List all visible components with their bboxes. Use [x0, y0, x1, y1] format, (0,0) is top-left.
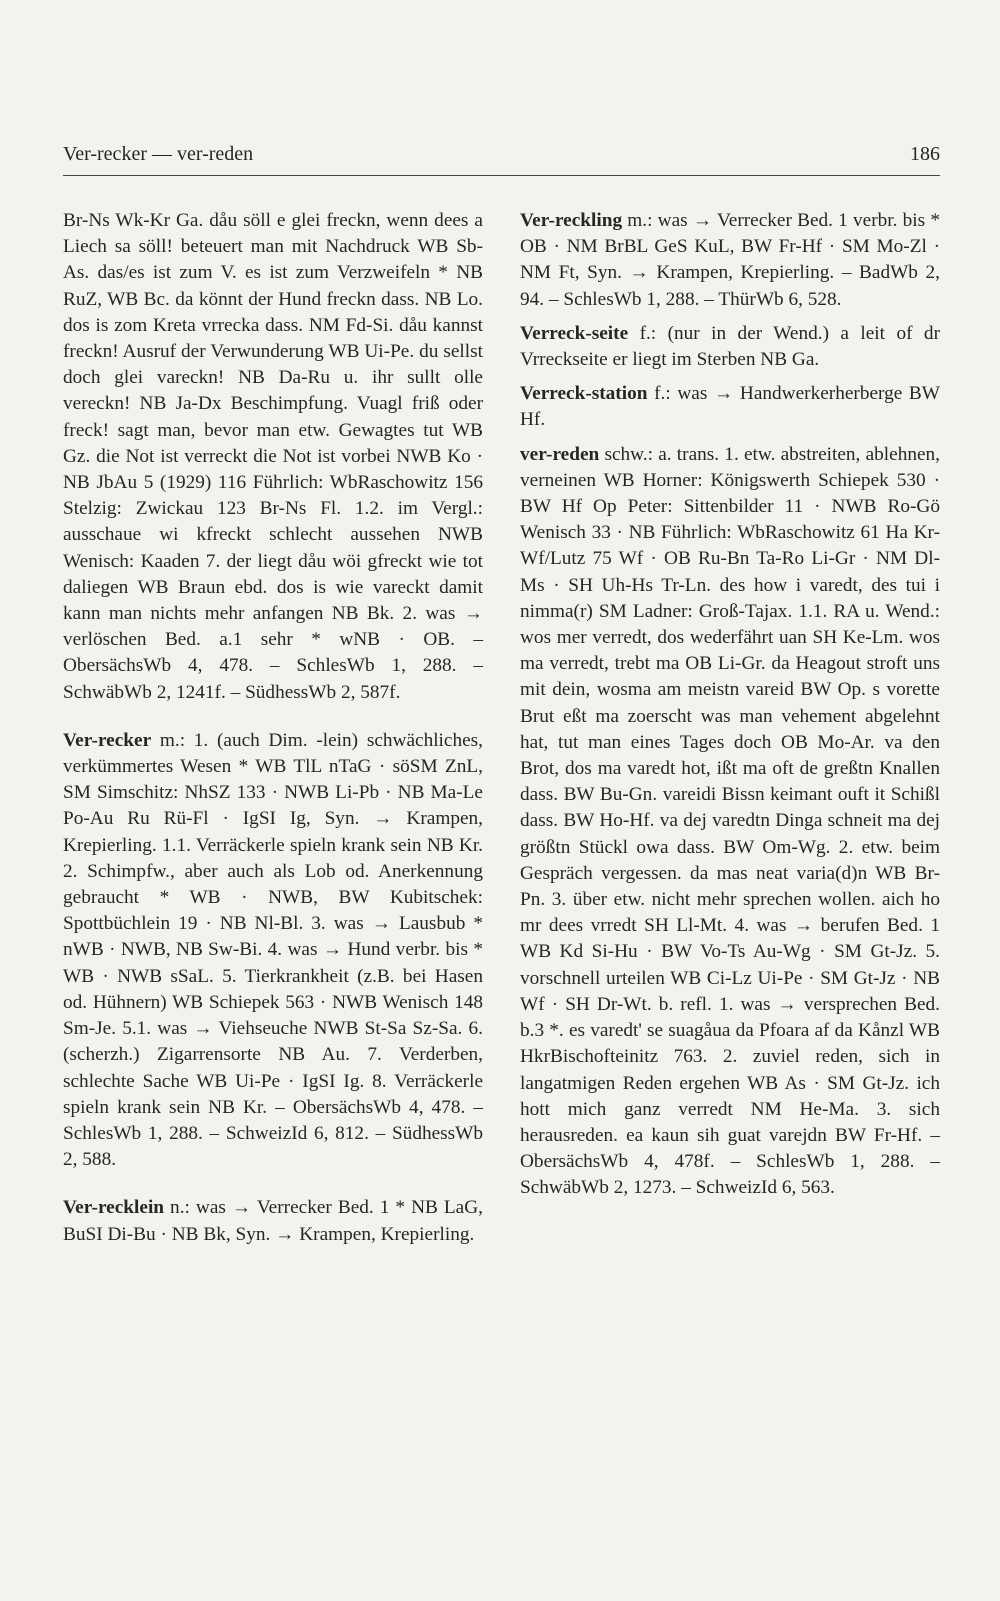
- page-number: 186: [910, 143, 940, 165]
- dictionary-entry-ver-reden: [520, 442, 940, 1202]
- entry-text: schw.: a. trans. 1. etw. abstreiten, ablehnen, verneinen WB Horner: Königswerth Schiepek 530 · BW Hf Op Peter: Sittenbilder 11 · NWB Ro-Gö Wenisch 33 · NB Führlich: WbRaschowitz 61 Ha Kr-Wf/Lutz 75 Wf · OB Ru-Bn Ta-Ro Li-Gr · NM Dl-Ms · SH Uh-Hs Tr-Ln. des how i varedt, des tui i nimma(r) SM Ladner: Groß-Tajax. 1.1. RA u. Wend.: wos mer verredt, dos wederfährt uan SH Ke-Lm. wos ma verredt, trebt ma OB Li-Gr. da Heagout stroft uns mit dein, wosma am meistn vareid BW Op. s vorette Brut eßt ma zoerscht was man vehement abgelehnt hat, tut man eines Tages doch OB Mo-Ar. va den Brot, dos ma varedt hot, ißt ma oft de greßtn Knallen dass. BW Bu-Gn. vareidi Bissn keimant ouft it Schißl dass. BW Ho-Hf. va dej varedtn Dinga schneit ma dej größtn Stückl owa dass. BW Om-Wg. 2. etw. beim Gespräch vergessen. da mas neat varia(d)n WB Br-Pn. 3. über etw. nicht mehr sprechen wollen. aich ho mr dees vrredt SH Ll-Mt. 4. was → berufen Bed. 1 WB Kd Si-Hu · BW Vo-Ts Au-Wg · SM Gt-Jz. 5. vorschnell urteilen WB Ci-Lz Ui-Pe · SM Gt-Jz · NB Wf · SH Dr-Wt. b. refl. 1. was → versprechen Bed. b.3 *. es varedt' se suagåua da Pfoara af da Kånzl WB HkrBischofteinitz 763. 2. zuviel reden, sich in langatmigen Reden ergehen WB As · SM Gt-Jz. ich hott mich ganz verredt NM He-Ma. 3. sich herausreden. ea kaun sih guat varejdn BW Fr-Hf. – ObersächsWb 4, 478f. – SchlesWb 1, 288. – SchwäbWb 2, 1273. – SchweizId 6, 563.: [520, 443, 940, 1199]
- entry-lemma: Verreck-seite: [520, 322, 629, 344]
- right-column: [520, 208, 940, 1202]
- dictionary-entry-verreck-seite: [520, 321, 940, 373]
- dictionary-entry-ver-recklein: [63, 1195, 483, 1247]
- running-header: [63, 141, 940, 176]
- entry-lemma: Verreck-station: [520, 383, 648, 405]
- entry-lemma: Ver-recklein: [63, 1197, 165, 1219]
- dictionary-entry-ver-recker: [63, 728, 483, 1173]
- running-head-title: Ver-recker — ver-reden: [63, 143, 254, 165]
- entry-lemma: Ver-recker: [63, 729, 152, 751]
- dictionary-entry-continuation: [63, 208, 483, 706]
- entry-text: m.: was → Verrecker Bed. 1 verbr. bis * OB · NM BrBL GeS KuL, BW Fr-Hf · SM Mo-Zl · NM Ft, Syn. → Krampen, Krepierling. – BadWb 2, 94. – SchlesWb 1, 288. – ThürWb 6, 528.: [520, 210, 940, 310]
- entry-lemma: ver-reden: [520, 443, 600, 465]
- entry-text: m.: 1. (auch Dim. -lein) schwächliches, verkümmertes Wesen * WB TlL nTaG · söSM ZnL, SM Simschitz: NhSZ 133 · NWB Li-Pb · NB Ma-Le Po-Au Ru Rü-Fl · IgSI Ig, Syn. → Krampen, Krepierling. 1.1. Verräckerle spieln krank sein NB Kr. 2. Schimpfw., aber auch als Lob od. Anerkennung gebraucht * WB · NWB, BW Kubitschek: Spottbüchlein 19 · NB Nl-Bl. 3. was → Lausbub * nWB · NWB, NB Sw-Bi. 4. was → Hund verbr. bis * WB · NWB sSaL. 5. Tierkrankheit (z.B. bei Hasen od. Hühnern) WB Schiepek 563 · NWB Wenisch 148 Sm-Je. 5.1. was → Viehseuche NWB St-Sa Sz-Sa. 6. (scherzh.) Zigarrensorte NB Au. 7. Verderben, schlechte Sache WB Ui-Pe · IgSI Ig. 8. Verräckerle spieln krank sein NB Kr. – ObersächsWb 4, 478. – SchlesWb 1, 288. – SchweizId 6, 812. – SüdhessWb 2, 588.: [63, 729, 483, 1171]
- entry-text: Br-Ns Wk-Kr Ga. dåu söll e glei freckn, wenn dees a Liech sa söll! beteuert man mit Nachdruck WB Sb-As. das/es ist zum V. es ist zum Verzweifeln * NB RuZ, WB Bc. da könnt der Hund freckn dass. NB Lo. dos is zom Kreta vrrecka dass. NM Fd-Si. dåu kannst freckn! Ausruf der Verwunderung WB Ui-Pe. du sellst doch glei vareckn! NB Da-Ru u. ihr sullt olle vereckn! NB Ja-Dx Beschimpfung. Vuagl friß oder freck! sagt man, bevor man etw. Gewagtes tut WB Gz. die Not ist verreckt die Not ist vorbei NWB Ko · NB JbAu 5 (1929) 116 Führlich: WbRaschowitz 156 Stelzig: Zwickau 123 Br-Ns Fl. 1.2. im Vergl.: ausschaue wi kfreckt schlecht aussehen NWB Wenisch: Kaaden 7. der liegt dåu wöi gfreckt wie tot daliegen WB Braun ebd. dos is wie vareckt damit kann man nichts mehr anfangen NB Bk. 2. was → verlöschen Bed. a.1 sehr * wNB · OB. – ObersächsWb 4, 478. – SchlesWb 1, 288. – SchwäbWb 2, 1241f. – SüdhessWb 2, 587f.: [63, 210, 483, 703]
- entry-lemma: Ver-reckling: [520, 210, 623, 231]
- entry-text: f.: was → Handwerkerherberge BW Hf.: [520, 383, 940, 431]
- dictionary-entry-ver-reckling: [520, 208, 940, 313]
- left-column: [63, 208, 483, 1248]
- entry-text: f.: (nur in der Wend.) a leit of dr Vrreckseite er liegt im Sterben NB Ga.: [520, 322, 940, 371]
- dictionary-entry-verreck-station: [520, 381, 940, 433]
- entry-text: n.: was → Verrecker Bed. 1 * NB LaG, BuSI Di-Bu · NB Bk, Syn. → Krampen, Krepierling.: [63, 1197, 483, 1245]
